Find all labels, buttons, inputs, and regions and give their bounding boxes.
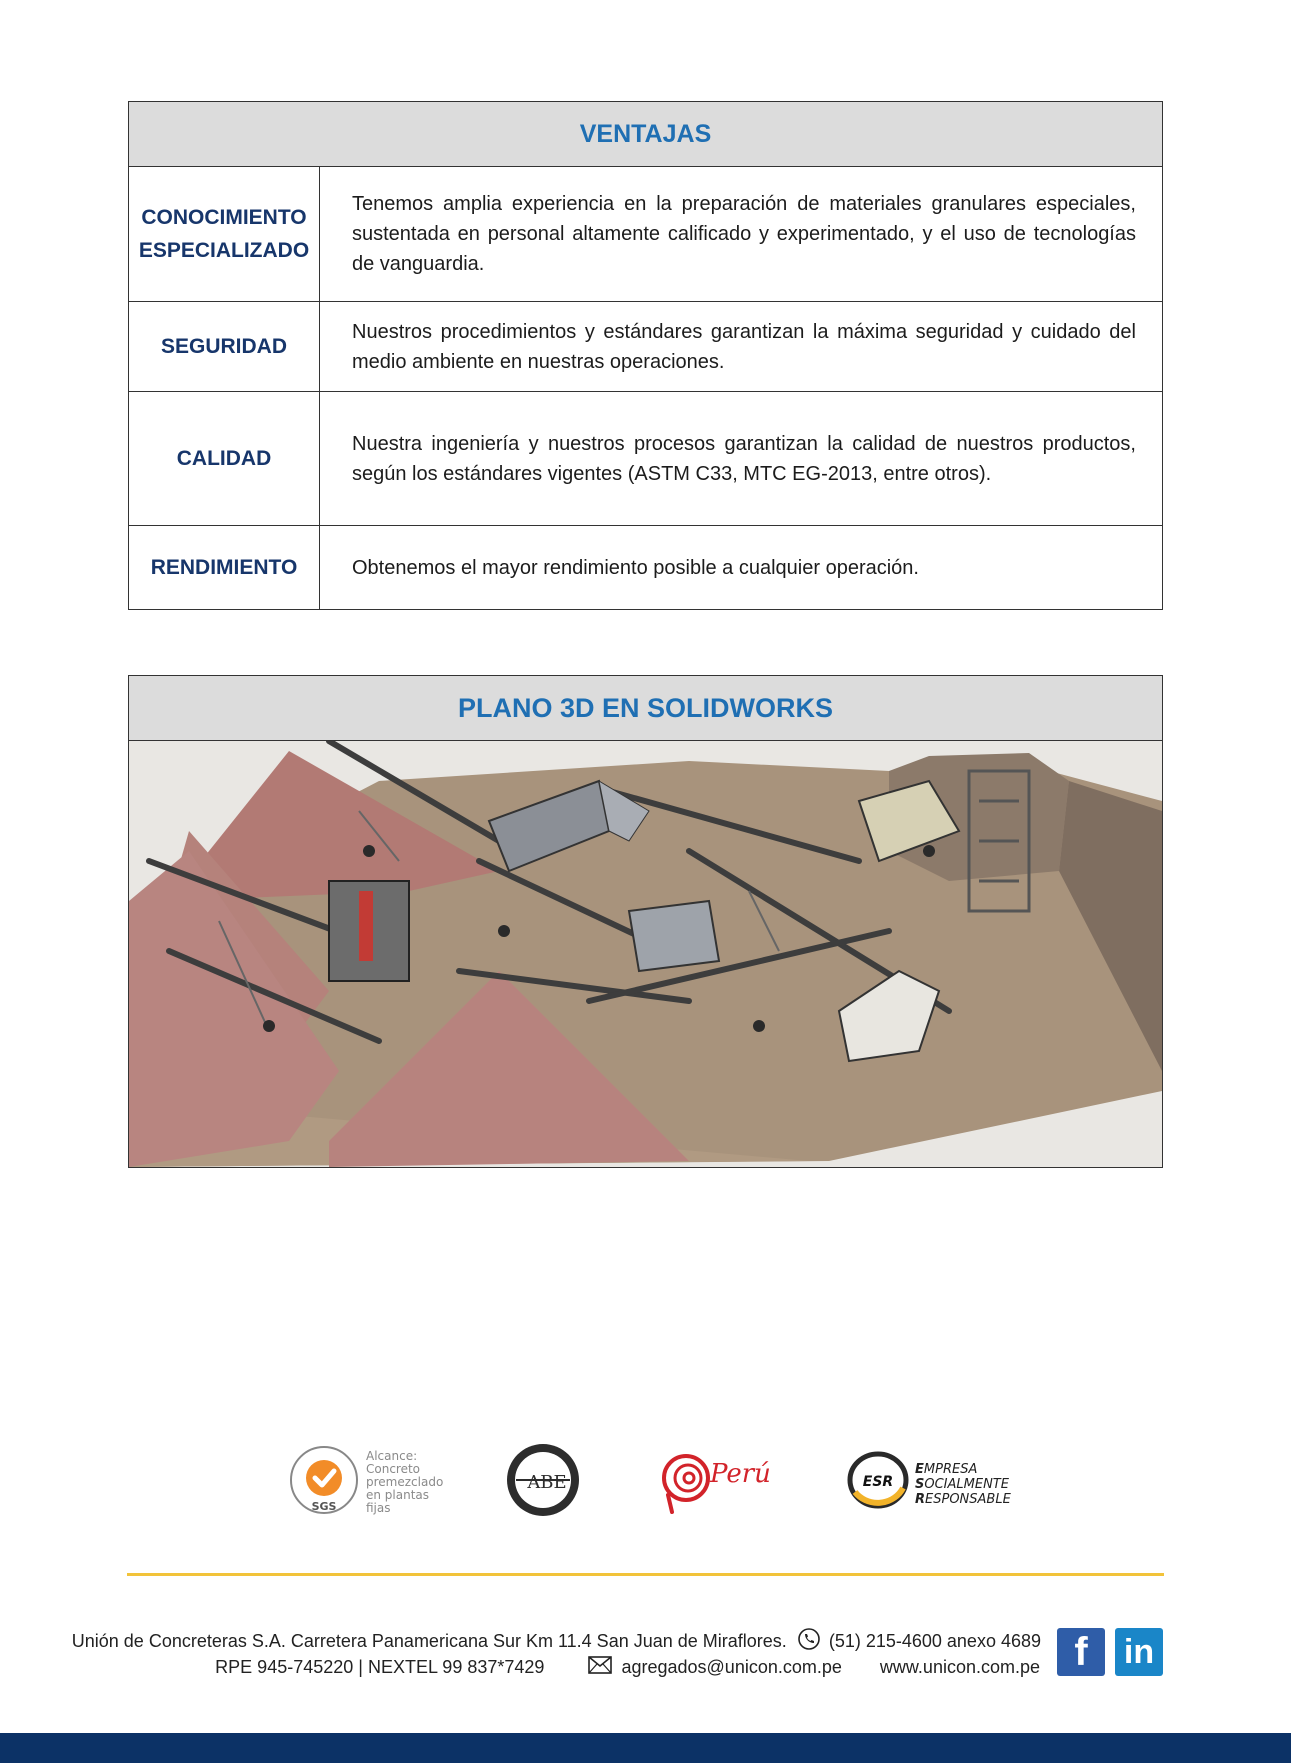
row-label: SEGURIDAD bbox=[129, 302, 320, 392]
sgs-scope-line: en plantas bbox=[366, 1488, 430, 1502]
esr-logo bbox=[845, 1440, 1010, 1520]
esr-text bbox=[915, 1462, 1011, 1507]
esr-initial: R bbox=[915, 1492, 926, 1507]
facebook-icon[interactable]: f bbox=[1057, 1628, 1105, 1676]
esr-initial: E bbox=[915, 1462, 924, 1477]
esr-word: MPRESA bbox=[923, 1462, 978, 1477]
row-description: Nuestros procedimientos y estándares garantizan la máxima seguridad y cuidado del medio ambiente en nuestras operaciones. bbox=[320, 302, 1163, 392]
solidworks-render-image bbox=[129, 741, 1162, 1167]
esr-initial: S bbox=[915, 1477, 925, 1492]
row-label-line: ESPECIALIZADO bbox=[138, 239, 310, 262]
ventajas-table bbox=[128, 101, 1163, 610]
plano-title: PLANO 3D EN SOLIDWORKS bbox=[129, 676, 1162, 741]
esr-word: ESPONSABLE bbox=[925, 1492, 1011, 1507]
row-description: Tenemos amplia experiencia en la preparación de materiales granulares especiales, sustentada en personal altamente calificado y experimentado, y el uso de tecnologías de vanguardia. bbox=[320, 167, 1163, 302]
abe-logo bbox=[502, 1440, 584, 1520]
rpe-nextel: RPE 945-745220 | NEXTEL 99 837*7429 bbox=[215, 1657, 545, 1677]
footer-divider bbox=[127, 1573, 1164, 1576]
table-row bbox=[129, 392, 1163, 526]
esr-word: OCIALMENTE bbox=[924, 1477, 1009, 1492]
row-label-line: CONOCIMIENTO bbox=[141, 206, 307, 229]
email-link[interactable]: agregados@unicon.com.pe bbox=[621, 1657, 842, 1677]
peru-brand-logo bbox=[658, 1440, 778, 1520]
esr-badge-text: ESR bbox=[862, 1474, 894, 1490]
sgs-certification-logo bbox=[288, 1440, 444, 1520]
linkedin-icon[interactable]: in bbox=[1115, 1628, 1163, 1676]
sgs-scope-line: Concreto bbox=[366, 1462, 421, 1476]
phone-icon bbox=[798, 1628, 820, 1655]
footer-contact-line bbox=[215, 1656, 1040, 1679]
website-link[interactable]: www.unicon.com.pe bbox=[879, 1657, 1040, 1677]
table-row bbox=[129, 302, 1163, 392]
row-label: CALIDAD bbox=[129, 392, 320, 526]
footer-address-line bbox=[72, 1628, 1041, 1655]
mail-icon bbox=[588, 1656, 612, 1679]
sgs-badge-text: SGS bbox=[311, 1500, 337, 1513]
sgs-scope-line: fijas bbox=[366, 1501, 391, 1515]
phone-number[interactable]: (51) 215-4600 anexo 4689 bbox=[828, 1631, 1041, 1651]
peru-logo-text: Perú bbox=[710, 1459, 771, 1489]
row-label: RENDIMIENTO bbox=[129, 526, 320, 610]
sgs-scope-text bbox=[366, 1450, 443, 1515]
sgs-scope-line: Alcance: bbox=[366, 1449, 418, 1463]
row-description: Nuestra ingeniería y nuestros procesos garantizan la calidad de nuestros productos, según los estándares vigentes (ASTM C33, MTC EG-2013, entre otros). bbox=[320, 392, 1163, 526]
table-row bbox=[129, 167, 1163, 302]
abe-logo-text: ABE bbox=[527, 1472, 567, 1493]
row-label bbox=[129, 167, 320, 302]
ventajas-title: VENTAJAS bbox=[129, 102, 1163, 167]
plano-panel bbox=[128, 675, 1163, 1168]
sgs-scope-line: premezclado bbox=[366, 1475, 444, 1489]
certification-logos bbox=[0, 1440, 1291, 1520]
table-row bbox=[129, 526, 1163, 610]
company-address: Unión de Concreteras S.A. Carretera Panamericana Sur Km 11.4 San Juan de Miraflores. bbox=[71, 1631, 787, 1651]
bottom-bar bbox=[0, 1733, 1291, 1763]
row-description: Obtenemos el mayor rendimiento posible a cualquier operación. bbox=[320, 526, 1163, 610]
